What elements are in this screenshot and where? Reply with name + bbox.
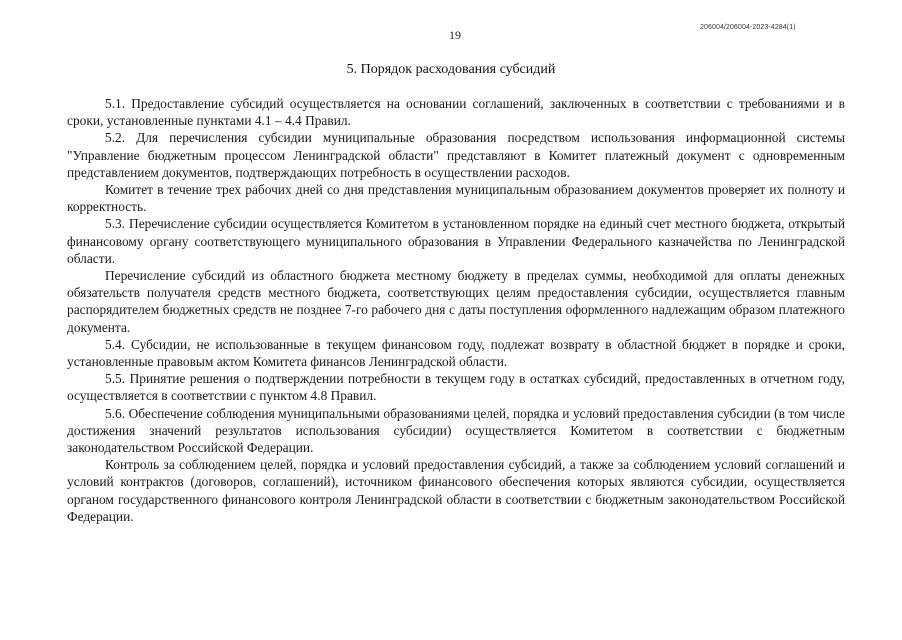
paragraph-5-2: 5.2. Для перечисления субсидии муниципальные образования посредством использования информационной системы "Управление бюджетным процессом Ленинградской области" представляют в Комитет платежный документ с одновременным представлением документов, подтверждающих потребность в осуществлении расходов. [67, 130, 845, 180]
page-number: 19 [449, 28, 461, 42]
paragraph-5-5: 5.5. Принятие решения о подтверждении потребности в текущем году в остатках субсидий, предоставленных в отчетном году, осуществляется в соответствии с пунктом 4.8 Правил. [67, 371, 845, 404]
document-id: 206004/206004-2023-4284(1) [700, 24, 796, 31]
paragraph-5-2-check: Комитет в течение трех рабочих дней со дня представления муниципальным образованием документов проверяет их полноту и корректность. [67, 182, 845, 215]
paragraph-5-6: 5.6. Обеспечение соблюдения муниципальными образованиями целей, порядка и условий предоставления субсидии (в том числе достижения значений результатов использования субсидии) осуществляется Комитетом в соответствии с бюджетным законодательством Российской Федерации. [67, 405, 845, 456]
paragraph-5-1: 5.1. Предоставление субсидий осуществляется на основании соглашений, заключенных в соответствии с требованиями и в сроки, установленные пунктами 4.1 – 4.4 Правил. [67, 96, 845, 129]
section-title: 5. Порядок расходования субсидий [346, 62, 556, 77]
paragraph-5-3-transfer: Перечисление субсидий из областного бюджета местному бюджету в пределах суммы, необходимой для оплаты денежных обязательств получателя средств местного бюджета, соответствующих целям предоставления субсидии, осуществляется главным распорядителем бюджетных средств не позднее 7-го рабочего дня с даты поступления оформленного надлежащим образом платежного документа. [67, 268, 845, 335]
paragraph-5-6-control: Контроль за соблюдением целей, порядка и условий предоставления субсидий, а также за соблюдением условий соглашений и условий контрактов (договоров, соглашений), источником финансового обеспечения которых являются субсидии, осуществляется органом государственного финансового контроля Ленинградской области в соответствии с бюджетным законодательством Российской Федерации. [67, 457, 845, 524]
paragraph-5-4: 5.4. Субсидии, не использованные в текущем финансовом году, подлежат возврату в областной бюджет в порядке и сроки, установленные правовым актом Комитета финансов Ленинградской области. [67, 336, 845, 370]
paragraph-5-3: 5.3. Перечисление субсидии осуществляется Комитетом в установленном порядке на единый счет местного бюджета, открытый финансовому органу соответствующего муниципального образования в Управлении Федерального казначейства по Ленинградской области. [67, 216, 845, 266]
document-body [67, 95, 845, 525]
